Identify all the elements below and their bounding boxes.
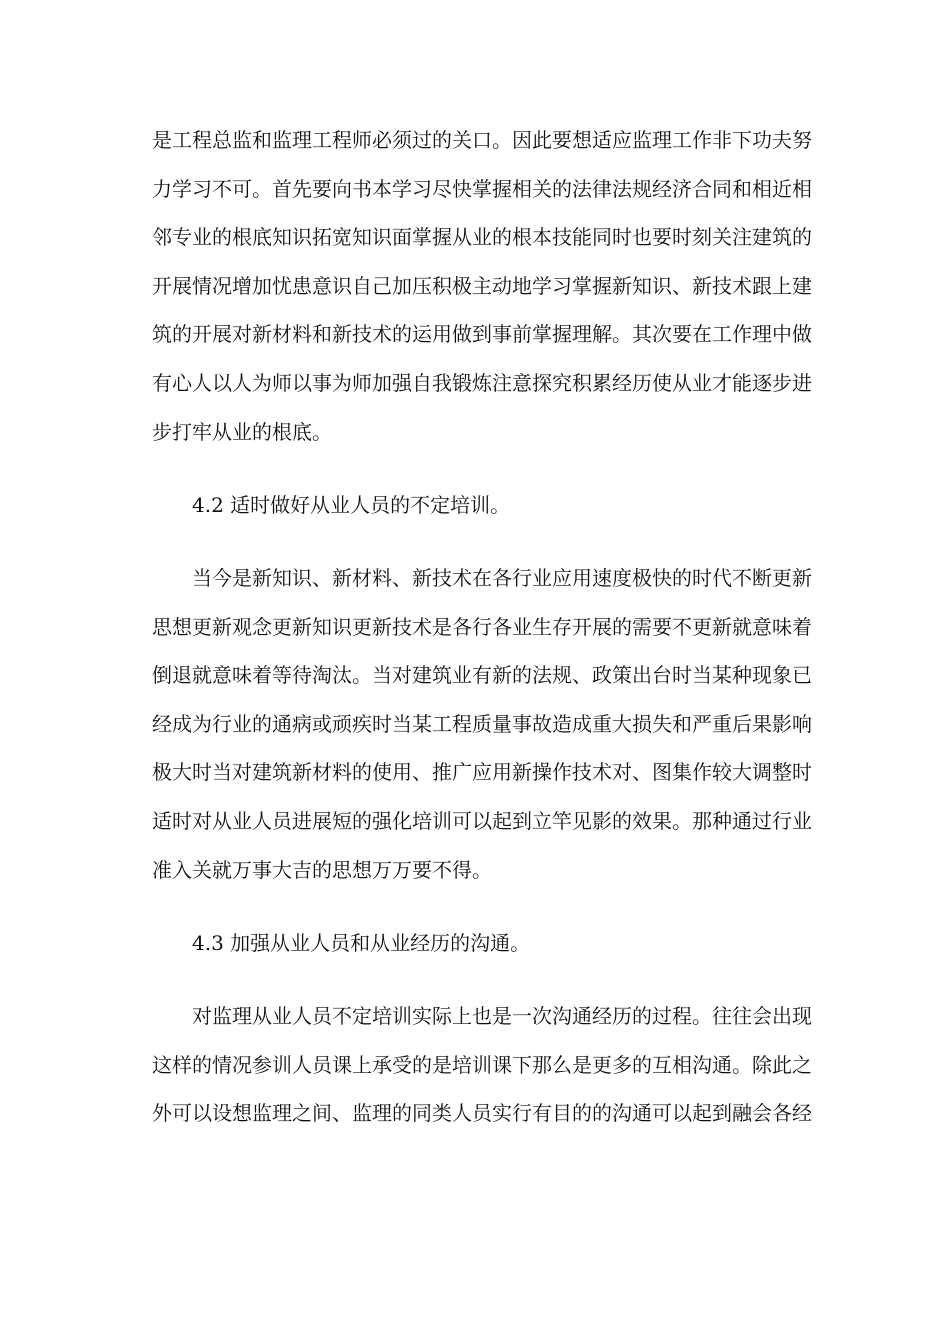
text-line: 经成为行业的通病或顽疾时当某工程质量事故造成重大损失和严重后果影响: [152, 711, 812, 736]
paragraph-1: [152, 116, 812, 456]
paragraph-3: [152, 992, 812, 1138]
text-line: 当今是新知识、新材料、新技术在各行业应用速度极快的时代不断更新: [192, 566, 812, 590]
text-line: 筑的开展对新材料和新技术的运用做到事前掌握理解。其次要在工作理中做: [152, 322, 812, 347]
text-line: 倒退就意味着等待淘汰。当对建筑业有新的法规、政策出台时当某种现象已: [152, 663, 812, 688]
section-heading: 4.3 加强从业人员和从业经历的沟通。: [192, 931, 531, 955]
section-heading-4-2: [152, 481, 792, 530]
text-line: 准入关就万事大吉的思想万万要不得。: [152, 857, 492, 882]
text-line: 适时对从业人员进展短的强化培训可以起到立竿见影的效果。那种通过行业: [152, 808, 812, 833]
text-line: 思想更新观念更新知识更新技术是各行各业生存开展的需要不更新就意味着: [152, 614, 812, 639]
text-line: 有心人以人为师以事为师加强自我锻炼注意探究积累经历使从业才能逐步进: [152, 370, 812, 395]
text-line: 开展情况增加忧患意识自己加压积极主动地学习掌握新知识、新技术跟上建: [152, 273, 812, 298]
text-line: 对监理从业人员不定培训实际上也是一次沟通经历的过程。往往会出现: [192, 1004, 812, 1028]
text-line: 步打牢从业的根底。: [152, 419, 332, 444]
text-line: 力学习不可。首先要向书本学习尽快掌握相关的法律法规经济合同和相近相: [152, 176, 812, 201]
section-heading: 4.2 适时做好从业人员的不定培训。: [192, 493, 511, 517]
paragraph-2: [152, 554, 812, 894]
text-line: 极大时当对建筑新材料的使用、推广应用新操作技术对、图集作较大调整时: [152, 760, 812, 785]
text-line: 这样的情况参训人员课上承受的是培训课下那么是更多的互相沟通。除此之: [152, 1052, 812, 1077]
text-line: 外可以设想监理之间、监理的同类人员实行有目的的沟通可以起到融会各经: [152, 1101, 812, 1126]
section-heading-4-3: [152, 919, 792, 968]
text-line: 邻专业的根底知识拓宽知识面掌握从业的根本技能同时也要时刻关注建筑的: [152, 225, 812, 250]
text-line: 是工程总监和监理工程师必须过的关口。因此要想适应监理工作非下功夫努: [152, 128, 812, 152]
